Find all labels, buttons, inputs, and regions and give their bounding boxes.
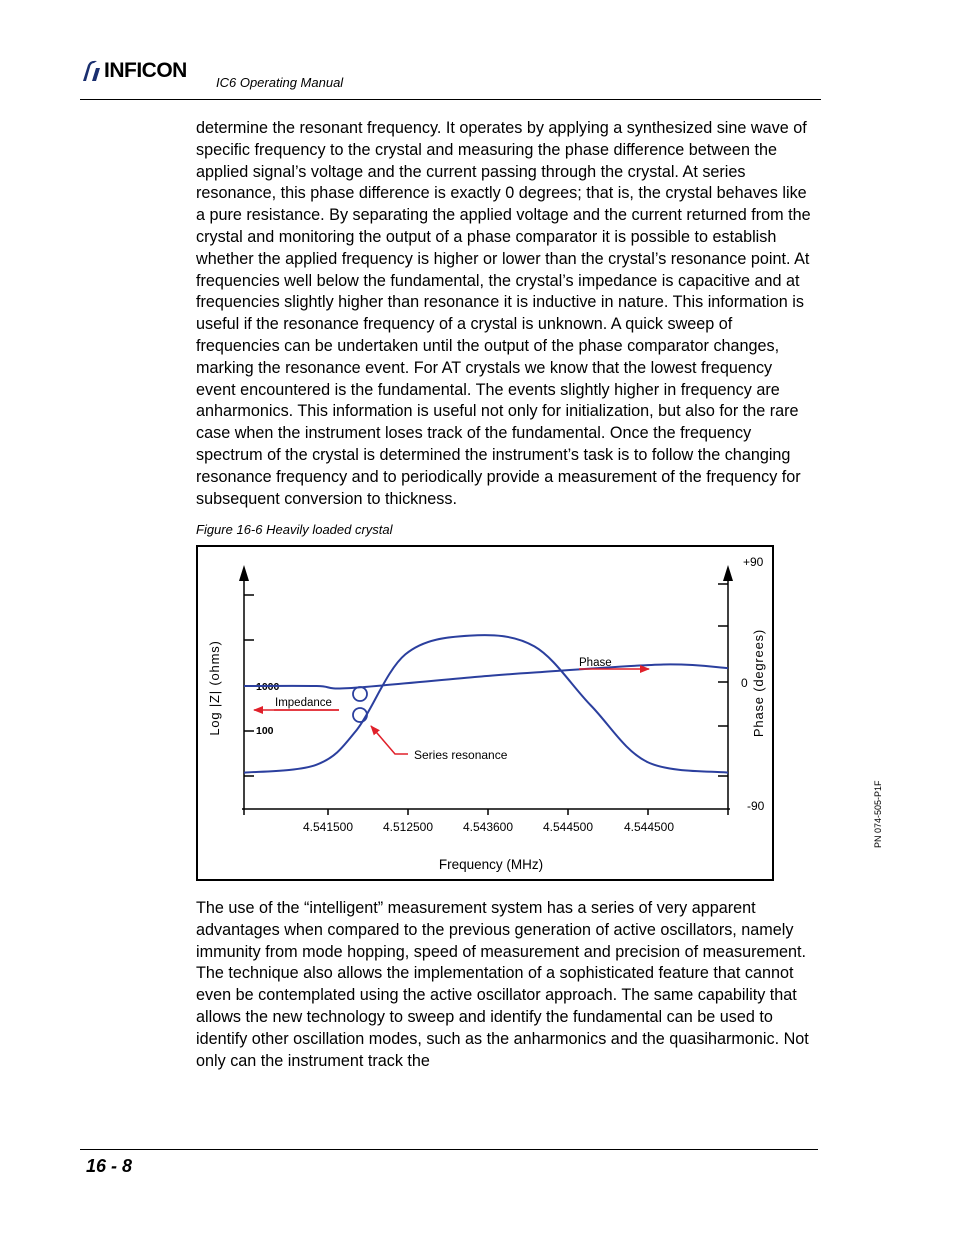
x-tick-label: 4.541500 [302,820,354,834]
right-tick-label: 0 [741,676,748,690]
inficon-logo [80,58,187,84]
figure-frame [196,545,774,881]
right-axis-label: Phase (degrees) [751,628,766,738]
inficon-swoosh-icon [80,59,102,83]
x-tick-label: 4.512500 [382,820,434,834]
paragraph: determine the resonant frequency. It operates by applying a synthesized sine wave of specific frequency to the crystal and measuring the phase difference between the applied signal’s voltage and the current passing through the crystal. At series resonance, this phase difference is exactly 0 degrees; that is, the crystal behaves like a pure resistance. By separating the applied voltage and the current returned from the crystal and monitoring the output of a phase comparator it is possible to establish whether the applied frequency is higher or lower than the crystal’s resonance point. At frequencies well below the fundamental, the crystal’s impedance is capacitive and at frequencies slightly higher than resonance it is inductive in nature. This information is useful if the resonance frequency of a crystal is unknown. A quick sweep of frequencies can be undertaken until the output of the phase comparator changes, marking the resonance event. For AT crystals we know that the lowest frequency event encountered is the fundamental. The events slightly higher in frequency are anharmonics. This information is useful not only for initialization, but also for the rare case when the instrument loses track of the fundamental. Once the frequency spectrum of the crystal is determined the instrument’s task is to follow the changing resonance frequency and to periodically provide a measurement of the frequency for subsequent conversion to thickness. [196,119,811,508]
chart [198,547,772,879]
manual-title: IC6 Operating Manual [216,75,344,90]
left-axis-arrow [239,565,249,581]
right-ticks [718,584,728,776]
left-tick-label: 1000 [256,681,280,693]
series-resonance-leader [371,726,408,754]
x-tick-label: 4.544500 [623,820,675,834]
phase-label: Phase [579,657,612,669]
part-number-label: PN 074-505-P1F [873,780,883,848]
left-axis-label: Log |Z| (ohms) [207,640,222,736]
brand-name: INFICON [104,59,187,82]
impedance-label: Impedance [275,697,332,709]
left-tick-label: 100 [256,725,274,737]
x-ticks [244,809,728,815]
x-tick-label: 4.544500 [542,820,594,834]
x-tick-label: 4.543600 [462,820,514,834]
resonance-marker-circle [353,687,367,701]
right-axis-arrow [723,565,733,581]
right-tick-label: +90 [743,555,764,569]
impedance-series-line [244,664,728,688]
page-number: 16 - 8 [86,1156,133,1176]
resonance-marker-circle [353,708,367,722]
right-tick-label: -90 [747,799,765,813]
x-axis-label: Frequency (MHz) [438,857,544,872]
paragraph: The use of the “intelligent” measurement system has a series of very apparent advantages when compared to the previous generation of active oscillators, namely immunity from mode hopping, speed of measurement and precision of measurement. The technique also allows the implementation of a sophisticated feature that cannot even be contemplated using the active oscillator approach. The same capability that allows the new technology to sweep and identify the fundamental can be used to identify other oscillation modes, such as the anharmonics and the quasiharmonic. Not only can the instrument track the [196,899,809,1070]
figure-caption: Figure 16-6 Heavily loaded crystal [196,522,393,537]
header-rule [80,99,821,100]
series-resonance-label: Series resonance [414,748,508,762]
footer-rule [80,1149,818,1150]
